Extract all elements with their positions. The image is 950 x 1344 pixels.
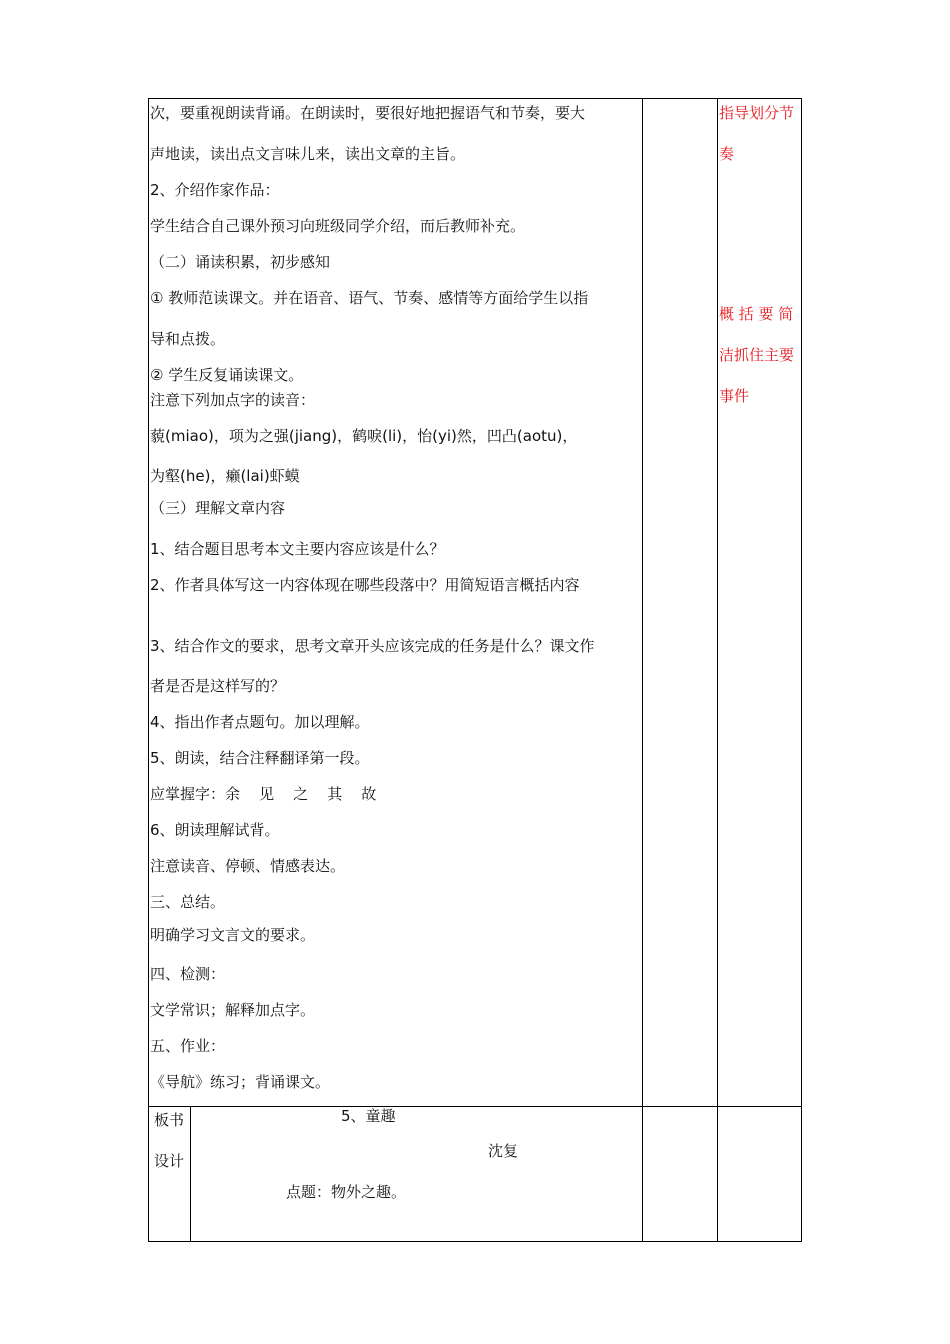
lesson-line: 明确学习文言文的要求。 (150, 926, 316, 944)
lesson-line: 3、结合作文的要求，思考文章开头应该完成的任务是什么？课文作 (150, 637, 595, 655)
table-border-col1 (642, 98, 643, 1242)
lesson-line: 学生结合自己课外预习向班级同学介绍，而后教师补充。 (150, 217, 526, 235)
lesson-line: 声地读，读出点文言味儿来，读出文章的主旨。 (150, 145, 466, 163)
lesson-line: 三、总结。 (150, 893, 226, 911)
lesson-line: 为壑(he)，癞(lai)虾蟆 (150, 467, 300, 485)
lesson-line: 5、朗读，结合注释翻译第一段。 (150, 749, 370, 767)
lesson-line: 文学常识；解释加点字。 (150, 1001, 316, 1019)
teaching-note: 事件 (719, 387, 750, 405)
board-design-label: 板书 (154, 1111, 185, 1129)
teaching-note: 洁抓住主要 (719, 346, 795, 364)
board-author: 沈复 (488, 1142, 519, 1160)
lesson-line: 五、作业： (150, 1037, 226, 1055)
table-border-left (148, 98, 149, 1242)
lesson-line: ② 学生反复诵读课文。 (150, 366, 304, 384)
lesson-line: （二）诵读积累，初步感知 (150, 253, 331, 271)
lesson-line: 2、作者具体写这一内容体现在哪些段落中？用简短语言概括内容 (150, 576, 580, 594)
board-title: 5、童趣 (341, 1107, 396, 1125)
lesson-line: 1、结合题目思考本文主要内容应该是什么？ (150, 540, 445, 558)
lesson-line: 导和点拨。 (150, 330, 226, 348)
lesson-line: （三）理解文章内容 (150, 499, 286, 517)
lesson-line: 《导航》练习；背诵课文。 (150, 1073, 331, 1091)
table-border-col2 (717, 98, 718, 1242)
teaching-note: 奏 (719, 145, 735, 163)
board-label-divider (190, 1106, 191, 1242)
lesson-line: 注意下列加点字的读音： (150, 391, 316, 409)
lesson-line: 四、检测： (150, 965, 226, 983)
lesson-line: 注意读音、停顿、情感表达。 (150, 857, 346, 875)
lesson-line: 2、介绍作家作品： (150, 181, 280, 199)
table-border-right (801, 98, 802, 1242)
lesson-line: 者是否是这样写的？ (150, 677, 286, 695)
lesson-line: 6、朗读理解试背。 (150, 821, 280, 839)
teaching-note: 指导划分节 (719, 104, 795, 122)
lesson-line: 次，要重视朗读背诵。在朗读时，要很好地把握语气和节奏，要大 (150, 104, 586, 122)
table-border-row-divider (148, 1106, 802, 1107)
table-border-top (148, 98, 802, 99)
lesson-line: 4、指出作者点题句。加以理解。 (150, 713, 370, 731)
board-design-label: 设计 (154, 1152, 185, 1170)
board-theme: 点题：物外之趣。 (286, 1183, 407, 1201)
lesson-line: ① 教师范读课文。并在语音、语气、节奏、感情等方面给学生以指 (150, 289, 589, 307)
table-border-bottom (148, 1241, 802, 1242)
teaching-note: 概 括 要 简 (719, 305, 794, 323)
lesson-line: 藐(miao)，项为之强(jiang)，鹤唳(li)，怡(yi)然，凹凸(aotu)， (150, 427, 578, 445)
lesson-line: 应掌握字：余 见 之 其 故 (150, 785, 377, 803)
